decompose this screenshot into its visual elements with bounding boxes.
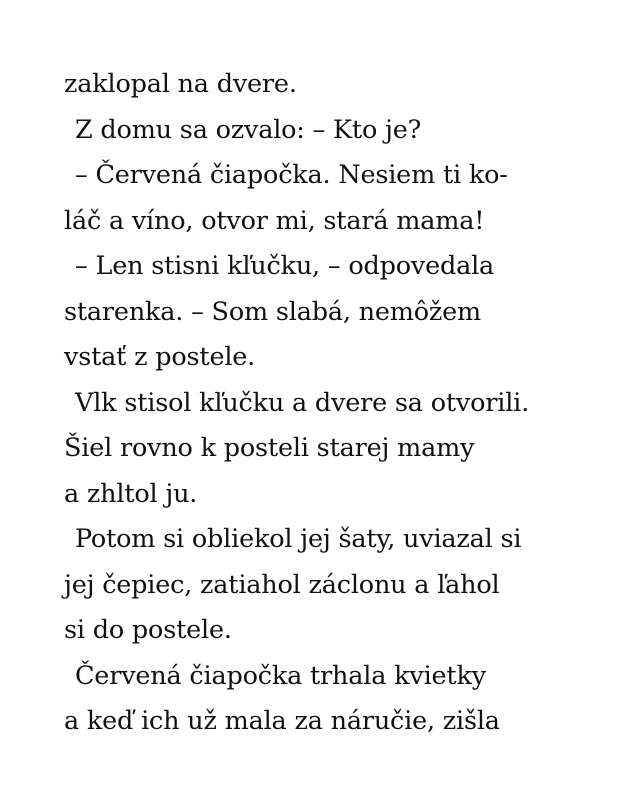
text-line: a zhltol ju. [64, 478, 198, 509]
text-line: jej čepiec, zatiahol záclonu a ľahol [64, 569, 500, 600]
text-line: Z domu sa ozvalo: – Kto je? [75, 114, 422, 145]
story-text [64, 62, 624, 745]
text-line: si do postele. [64, 615, 232, 645]
text-line: a keď ich už mala za náručie, zišla [64, 706, 500, 736]
text-line: Červená čiapočka trhala kvietky [75, 660, 486, 691]
text-line: láč a víno, otvor mi, stará mama! [64, 205, 485, 236]
text-line: zaklopal na dvere. [64, 69, 297, 99]
text-line: Šiel rovno k posteli starej mamy [64, 433, 475, 463]
text-line: Potom si obliekol jej šaty, uviazal si [75, 524, 522, 554]
text-line: Vlk stisol kľučku a dvere sa otvorili. [75, 387, 530, 418]
text-line: starenka. – Som slabá, nemôžem [64, 296, 482, 327]
text-line: vstať z postele. [64, 342, 256, 372]
text-line: – Červená čiapočka. Nesiem ti ko- [75, 160, 508, 190]
text-line: – Len stisni kľučku, – odpovedala [75, 251, 495, 281]
